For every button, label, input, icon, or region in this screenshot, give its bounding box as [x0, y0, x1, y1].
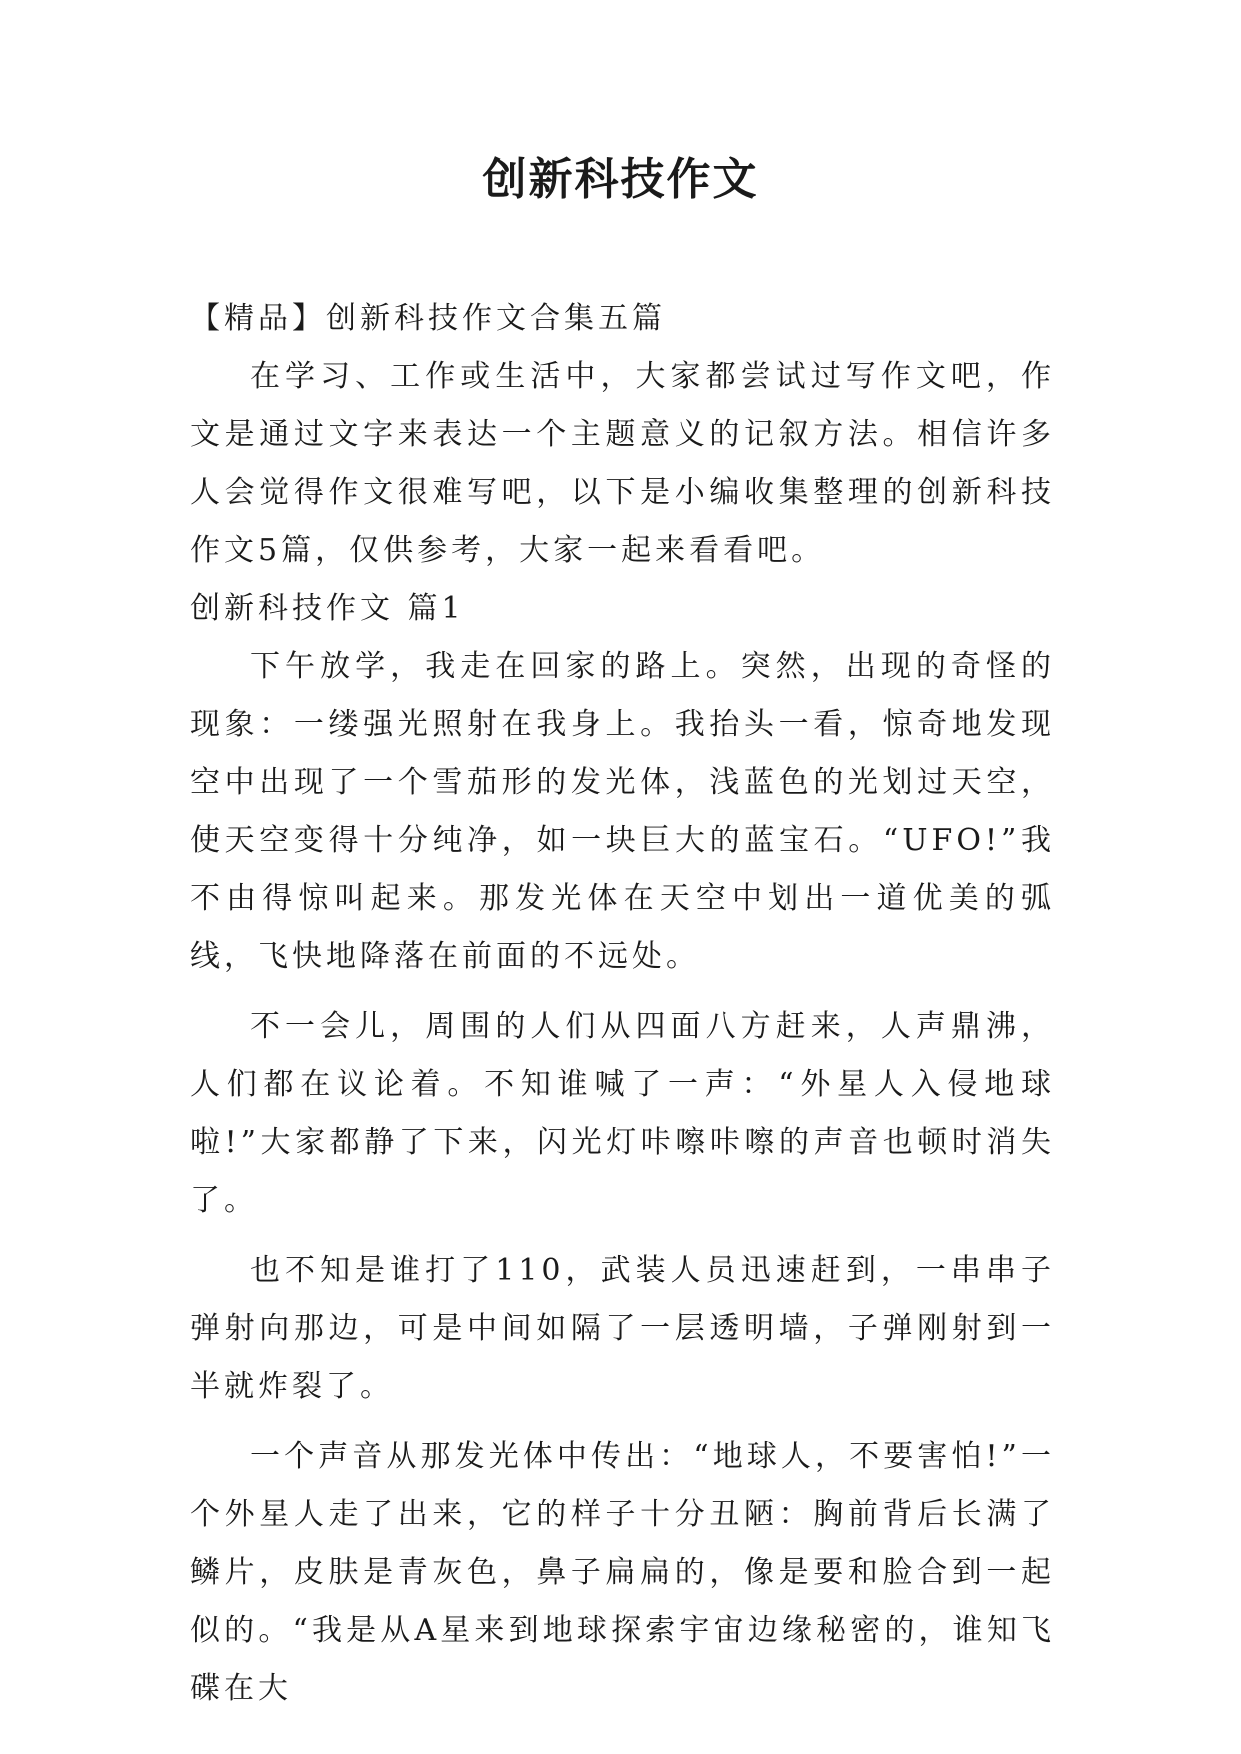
- intro-paragraph: 在学习、工作或生活中，大家都尝试过写作文吧，作文是通过文字来表达一个主题意义的记叙方法。相信许多人会觉得作文很难写吧，以下是小编收集整理的创新科技作文5篇，仅供参考，大家一起来看看吧。: [190, 359, 1055, 568]
- body-paragraph: 不一会儿，周围的人们从四面八方赶来，人声鼎沸，人们都在议论着。不知谁喊了一声：“外星人入侵地球啦!”大家都静了下来，闪光灯咔嚓咔嚓的声音也顿时消失了。: [190, 1009, 1055, 1218]
- body-paragraph: 一个声音从那发光体中传出：“地球人，不要害怕!”一个外星人走了出来，它的样子十分丑陋：胸前背后长满了鳞片，皮肤是青灰色，鼻子扁扁的，像是要和脸合到一起似的。“我是从A星来到地球探索宇宙边缘秘密的，谁知飞碟在大: [190, 1439, 1055, 1706]
- document-subtitle: 【精品】创新科技作文合集五篇: [190, 301, 666, 336]
- document-body: [190, 290, 1055, 1718]
- section-heading: 创新科技作文 篇1: [190, 591, 465, 626]
- body-paragraph: 也不知是谁打了110，武装人员迅速赶到，一串串子弹射向那边，可是中间如隔了一层透明墙，子弹刚射到一半就炸裂了。: [190, 1253, 1055, 1404]
- body-paragraph: 下午放学，我走在回家的路上。突然，出现的奇怪的现象：一缕强光照射在我身上。我抬头一看，惊奇地发现空中出现了一个雪茄形的发光体，浅蓝色的光划过天空，使天空变得十分纯净，如一块巨大的蓝宝石。“UFO!”我不由得惊叫起来。那发光体在天空中划出一道优美的弧线，飞快地降落在前面的不远处。: [190, 649, 1055, 974]
- document-title: 创新科技作文: [482, 154, 759, 205]
